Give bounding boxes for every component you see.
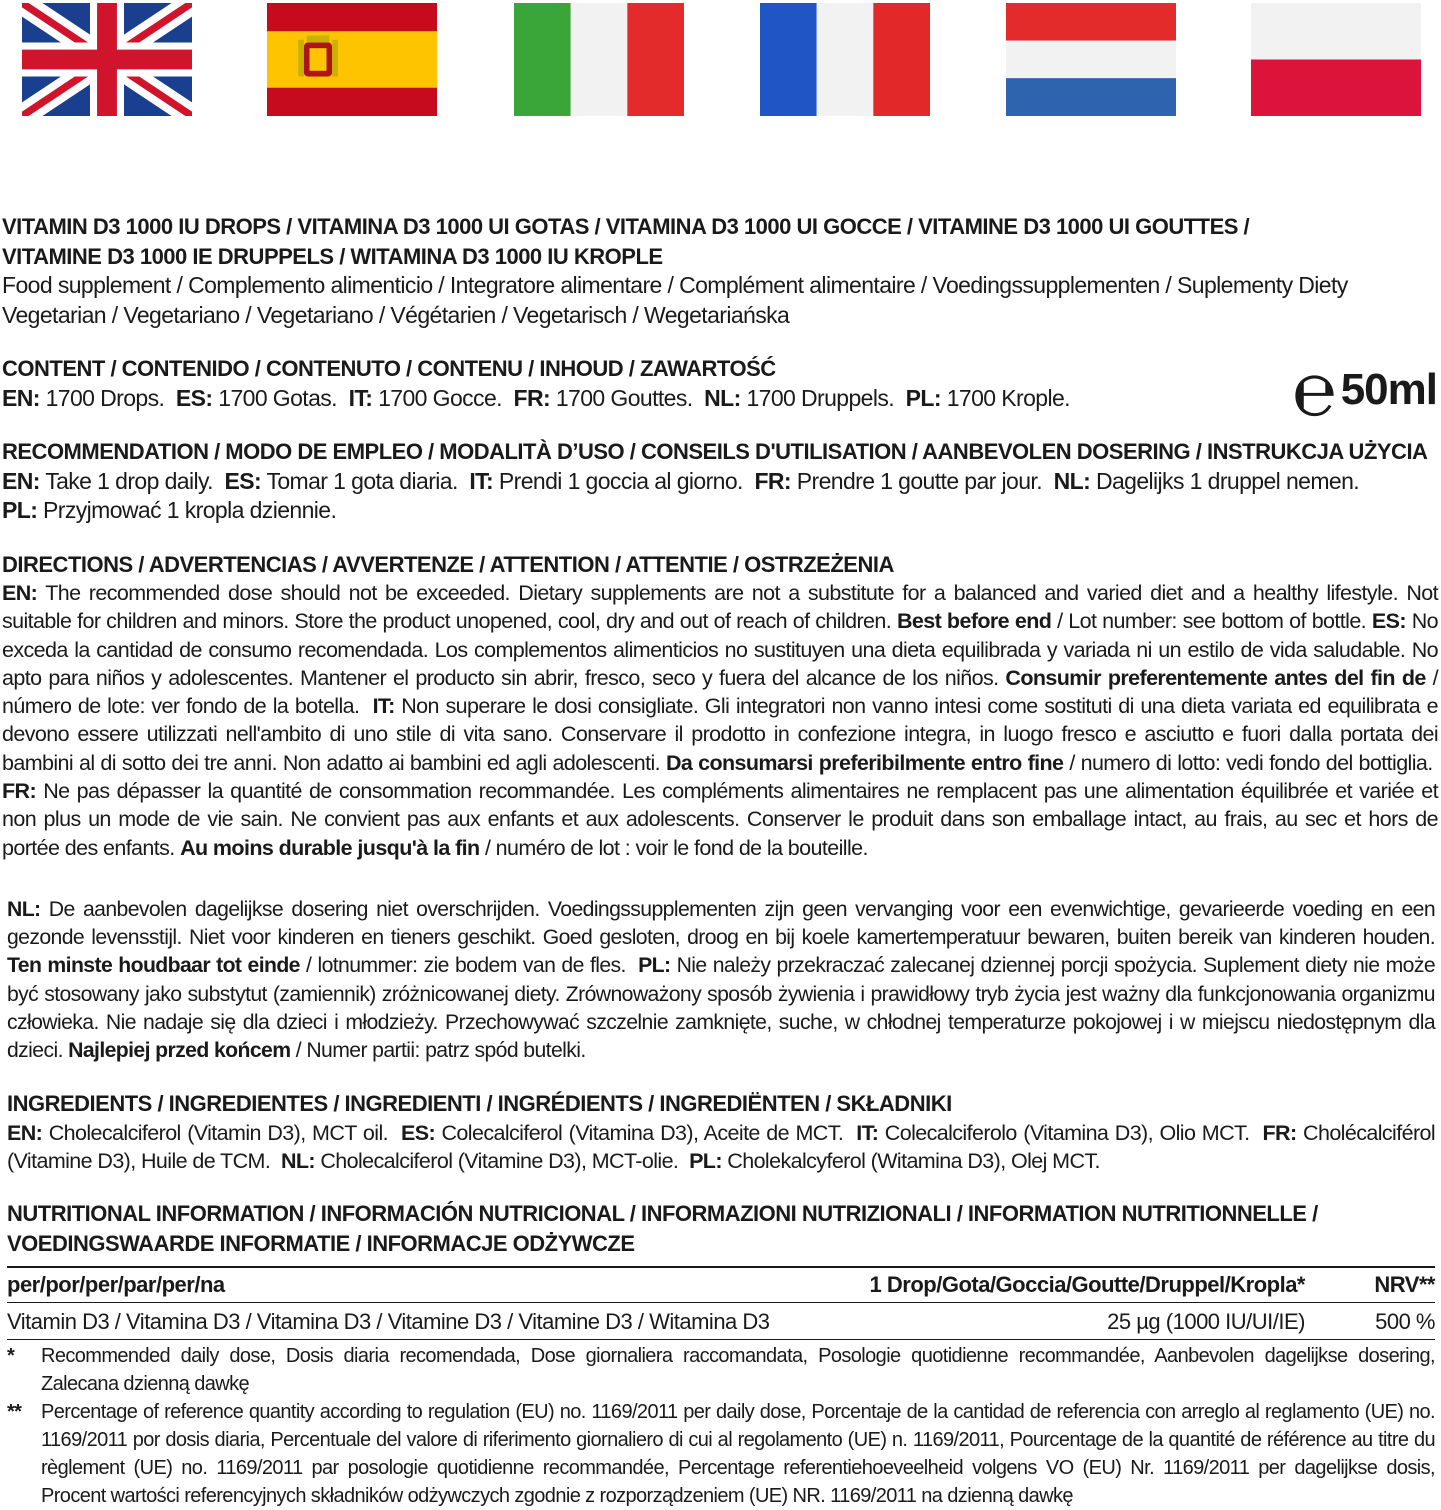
volume-value: 50ml — [1340, 365, 1437, 414]
directions-section — [2, 550, 1438, 862]
vegetarian-line: Vegetarian / Vegetariano / Vegetariano / Végétarien / Vegetarisch / Wegetariańska — [2, 301, 790, 328]
col-dose: 1 Drop/Gota/Goccia/Goutte/Druppel/Kropla* — [833, 1267, 1305, 1303]
col-per: per/por/per/par/per/na — [7, 1267, 833, 1303]
supplement-line: Food supplement / Complemento alimenticio / Integratore alimentare / Complément alimentaire / Voedingssupplementen / Suplementy Diety — [2, 272, 1348, 298]
nutrition-section — [7, 1199, 1435, 1510]
nutrition-table — [7, 1266, 1435, 1340]
netherlands-flag — [1006, 3, 1176, 116]
flags-row — [0, 0, 1441, 120]
directions-text-part2: NL: De aanbevolen dagelijkse dosering niet overschrijden. Voedingssupplementen zijn geen vervanging voor een evenwichtige, gevarieerde voeding en een gezonde levensstijl. Niet voor kinderen en tieners geschikt. Goed gesloten, droog en bij koele kamertemperatuur bewaren, buiten bereik van kinderen houden. Ten minste houdbaar tot einde / lotnummer: zie bodem van de fles. PL: Nie należy przekraczać zalecanej dziennej porcji spożycia. Suplement diety nie może być stosowany jako substytut (zamiennik) zróżnicowanej diety. Zrównoważony sposób żywienia i prawidłowy tryb życia jest ważny dla funkcjonowania organizmu człowieka. Nie nadaje się dla dzieci i młodzieży. Przechowywać szczelnie zamknięte, suche, w chłodnej temperaturze pokojowej i w miejscu niedostępnym dla dzieci. Najlepiej przed końcem / Numer partii: patrz spód butelki. — [7, 898, 1435, 1063]
italy-flag — [514, 3, 684, 116]
directions-text-part1: EN: The recommended dose should not be exceeded. Dietary supplements are not a substitute for a balanced and varied diet and a healthy lifestyle. Not suitable for children and minors. Store the product unopened, cool, dry and out of reach of children. Best before end / Lot number: see bottom of bottle. ES: No exceda la cantidad de consumo recomendada. Los complementos alimenticios no sustituyen una dieta equilibrada y variada ni un estilo de vida saludable. No apto para niños y adolescentes. Mantener el producto sin abrir, fresco, seco y fuera del alcance de los niños. Consumir preferentemente antes del fin de / número de lote: ver fondo de la botella. IT: Non superare le dosi consigliate. Gli integratori non vanno intesi come sostituti di una dieta variata ed equilibrata e devono essere utilizzati nell'ambito di uno stile di vita sano. Conservare il prodotto in confezione integra, in luogo fresco e asciutto e fuori dalla portata dei bambini al di sotto dei tre anni. Non adatto ai bambini ed agli adolescenti. Da consumarsi preferibilmente entro fine / numero di lotto: vedi fondo del bottiglia. FR: Ne pas dépasser la quantité de consommation recommandée. Les compléments alimentaires ne remplacent pas une alimentation équilibrée et variée et non plus un mode de vie sain. Ne convient pas aux enfants et aux adolescents. Conserver le produit dans son emballage intact, au frais, au sec et hors de portée des enfants. Au moins durable jusqu'à la fin / numéro de lot : voir le fond de la bouteille. — [2, 581, 1439, 860]
product-title-line1: VITAMIN D3 1000 IU DROPS / VITAMINA D3 1000 UI GOTAS / VITAMINA D3 1000 UI GOCCE / VITAMINE D3 1000 UI GOUTTES / — [2, 214, 1250, 239]
col-nrv: NRV** — [1305, 1267, 1435, 1303]
ingredients-items: EN: Cholecalciferol (Vitamin D3), MCT oil. ES: Colecalciferol (Vitamina D3), Aceite de MCT. IT: Colecalciferolo (Vitamina D3), Olio MCT. FR: Cholécalciférol (Vitamine D3), Huile de TCM. NL: Cholecalciferol (Vitamine D3), MCT-olie. PL: Cholekalcyferol (Witamina D3), Olej MCT. — [7, 1120, 1436, 1173]
nutrition-heading-line2: VOEDINGSWAARDE INFORMATIE / INFORMACJE ODŻYWCZE — [7, 1230, 635, 1256]
ingredients-heading: INGREDIENTS / INGREDIENTES / INGREDIENTI / INGRÉDIENTS / INGREDIËNTEN / SKŁADNIKI — [7, 1091, 952, 1117]
label-text-part1 — [2, 212, 1438, 862]
nutrient-amount: 25 µg (1000 IU/UI/IE) — [833, 1303, 1305, 1340]
content-items: EN: 1700 Drops. ES: 1700 Gotas. IT: 1700 Gocce. FR: 1700 Gouttes. NL: 1700 Druppels. PL: 1700 Krople. — [2, 384, 1070, 411]
recommendation-section — [2, 437, 1438, 526]
nutrition-heading-line1: NUTRITIONAL INFORMATION / INFORMACIÓN NUTRICIONAL / INFORMAZIONI NUTRIZIONALI / INFORMATION NUTRITIONNELLE / — [7, 1201, 1318, 1227]
poland-flag — [1251, 3, 1421, 116]
recommendation-items: EN: Take 1 drop daily. ES: Tomar 1 gota diaria. IT: Prendi 1 goccia al giorno. FR: Prendre 1 goutte par jour. NL: Dagelijks 1 druppel nemen. — [2, 467, 1360, 494]
label-text-part2 — [7, 896, 1435, 1510]
directions-heading: DIRECTIONS / ADVERTENCIAS / AVVERTENZE / ATTENTION / ATTENTIE / OSTRZEŻENIA — [2, 551, 894, 577]
uk-flag — [22, 3, 192, 116]
recommendation-pl: PL: Przyjmować 1 kropla dziennie. — [2, 497, 337, 523]
nutrition-table-header — [7, 1267, 1435, 1303]
content-section — [2, 354, 1438, 413]
footnote-1: * Recommended daily dose, Dosis diaria recomendada, Dose giornaliera raccomandata, Posologie quotidienne recommandée, Aanbevolen dagelijkse dosering, Zalecana dzienną dawkę — [7, 1345, 1435, 1396]
nutrient-nrv: 500 % — [1305, 1303, 1435, 1340]
table-row — [7, 1303, 1435, 1340]
estimated-sign-icon: ℮ — [1292, 348, 1337, 431]
footnotes — [7, 1342, 1435, 1510]
content-heading: CONTENT / CONTENIDO / CONTENUTO / CONTENU / INHOUD / ZAWARTOŚĆ — [2, 356, 776, 381]
spain-flag — [267, 3, 437, 116]
france-flag — [760, 3, 930, 116]
product-title-line2: VITAMINE D3 1000 IE DRUPPELS / WITAMINA D3 1000 IU KROPLE — [2, 243, 663, 269]
nutrient-name: Vitamin D3 / Vitamina D3 / Vitamina D3 / Vitamine D3 / Vitamine D3 / Witamina D3 — [7, 1303, 833, 1340]
footnote-2: ** Percentage of reference quantity according to regulation (EU) no. 1169/2011 per daily dose, Porcentaje de la cantidad de referencia con arreglo al reglamento (UE) no. 1169/2011 por dosis diaria, Percentuale del valore di riferimento giornaliero di cui al regolamento (UE) n. 1169/2011, Pourcentage de la quantité de référence au titre du règlement (UE) no. 1169/2011 par posologie quotidienne recommandée, Percentage referentiehoeveelheid volgens VO (EU) Nr. 1169/2011 per dagelijkse dosis, Procent wartości referencyjnych składników odżywczych zgodnie z rozporządzeniem (UE) NR. 1169/2011 na dzienną dawkę — [7, 1401, 1435, 1508]
ingredients-section — [7, 1089, 1435, 1175]
recommendation-heading: RECOMMENDATION / MODO DE EMPLEO / MODALITÀ D’USO / CONSEILS D'UTILISATION / AANBEVOLEN DOSERING / INSTRUKCJA UŻYCIA — [2, 439, 1428, 464]
